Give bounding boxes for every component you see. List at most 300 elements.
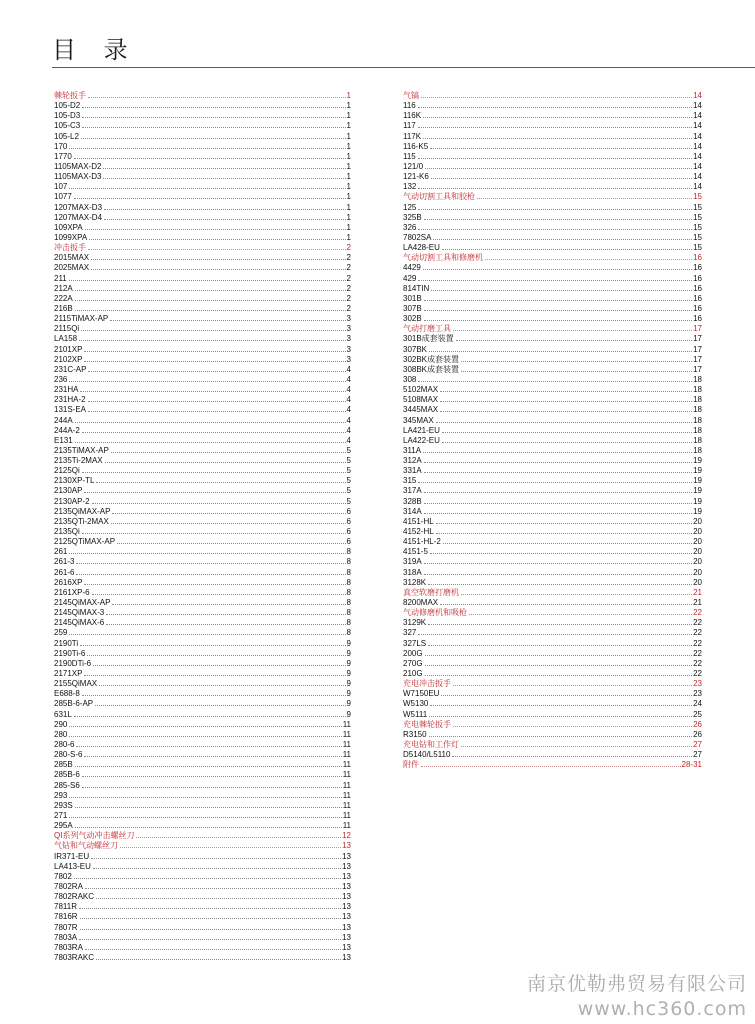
toc-entry-row[interactable] [54, 434, 351, 444]
toc-entry-row[interactable] [54, 211, 351, 221]
toc-entry-row[interactable] [403, 99, 702, 109]
toc-entry-row[interactable] [403, 231, 702, 241]
toc-entry-row[interactable] [403, 667, 702, 677]
toc-entry-label: 1207MAX-D4 [54, 212, 103, 222]
toc-entry-row[interactable] [403, 545, 702, 555]
toc-page-number: 23 [693, 679, 702, 689]
dot-leader [99, 677, 345, 686]
toc-page-number: 13 [342, 841, 351, 851]
toc-section-row[interactable] [403, 738, 702, 748]
toc-entry-row[interactable] [403, 697, 702, 707]
dot-leader [425, 647, 693, 656]
toc-entry-row[interactable] [54, 667, 351, 677]
dot-leader [440, 403, 692, 412]
toc-entry-row[interactable] [54, 414, 351, 424]
toc-entry-label: 302BK成套装置 [403, 354, 460, 364]
toc-entry-row[interactable] [403, 505, 702, 515]
toc-entry-row[interactable] [54, 880, 351, 890]
toc-entry-label: 2115TiMAX-AP [54, 314, 109, 324]
toc-page-number: 13 [342, 922, 351, 932]
toc-page-number: 13 [342, 861, 351, 871]
toc-entry-row[interactable] [403, 464, 702, 474]
toc-entry-row[interactable] [54, 383, 351, 393]
dot-leader [84, 576, 345, 585]
toc-page-number: 9 [346, 648, 351, 658]
toc-entry-row[interactable] [403, 495, 702, 505]
toc-entry-row[interactable] [54, 738, 351, 748]
toc-entry-row[interactable] [403, 708, 702, 718]
toc-entry-label: 261 [54, 547, 68, 557]
dot-leader [424, 505, 692, 514]
watermark-company: 南京优勒弗贸易有限公司 [526, 973, 747, 995]
toc-entry-row[interactable] [54, 697, 351, 707]
toc-entry-row[interactable] [54, 261, 351, 271]
toc-page-number: 15 [693, 202, 702, 212]
toc-entry-row[interactable] [54, 170, 351, 180]
toc-entry-label: 121-K6 [403, 172, 429, 182]
toc-entry-label: 2135QiMAX-AP [54, 506, 111, 516]
toc-section-label: 附件 [403, 760, 419, 770]
toc-entry-row[interactable] [54, 596, 351, 606]
toc-entry-label: 4151-5 [403, 547, 428, 557]
toc-page-number: 8 [346, 618, 351, 628]
dot-leader [85, 221, 346, 230]
toc-page-number: 11 [342, 729, 351, 739]
toc-page-number: 4 [346, 385, 351, 395]
toc-entry-row[interactable] [54, 708, 351, 718]
toc-entry-row[interactable] [403, 211, 702, 221]
toc-entry-row[interactable] [403, 221, 702, 231]
toc-entry-label: 2145QiMAX-3 [54, 608, 105, 618]
toc-entry-row[interactable] [403, 292, 702, 302]
dot-leader [76, 738, 341, 747]
toc-entry-label: 290 [54, 719, 68, 729]
toc-page-number: 4 [346, 374, 351, 384]
toc-entry-row[interactable] [403, 687, 702, 697]
dot-leader [428, 616, 692, 625]
toc-entry-row[interactable] [54, 890, 351, 900]
toc-entry-row[interactable] [54, 779, 351, 789]
toc-page-number: 20 [693, 537, 702, 547]
toc-section-row[interactable] [54, 241, 351, 251]
toc-section-label: 气镐 [403, 91, 419, 100]
toc-entry-label: 4151-HL [403, 516, 434, 526]
toc-entry-row[interactable] [403, 241, 702, 251]
toc-entry-label: 318A [403, 567, 422, 577]
toc-page-number: 14 [693, 141, 702, 151]
toc-entry-row[interactable] [403, 444, 702, 454]
dot-leader [91, 850, 341, 859]
toc-entry-row[interactable] [54, 637, 351, 647]
dot-leader [425, 160, 692, 169]
toc-entry-label: 107 [54, 182, 68, 192]
toc-page-number: 11 [342, 780, 351, 790]
toc-entry-row[interactable] [54, 231, 351, 241]
toc-entry-row[interactable] [54, 718, 351, 728]
toc-entry-row[interactable] [54, 525, 351, 535]
toc-page-number: 12 [342, 831, 351, 841]
toc-section-row[interactable] [54, 839, 351, 849]
toc-entry-row[interactable] [403, 576, 702, 586]
toc-page-number: 2 [346, 303, 351, 313]
toc-entry-label: 216B [54, 303, 73, 313]
dot-leader [431, 170, 692, 179]
toc-section-row[interactable] [403, 718, 702, 728]
toc-entry-row[interactable] [54, 150, 351, 160]
toc-entry-row[interactable] [54, 910, 351, 920]
toc-entry-label: 7803RA [54, 942, 83, 952]
toc-entry-label: 210G [403, 669, 423, 679]
toc-entry-label: 261-3 [54, 557, 75, 567]
dot-leader [452, 748, 692, 757]
toc-page-number: 17 [693, 334, 702, 344]
toc-entry-row[interactable] [403, 484, 702, 494]
toc-page-number: 17 [693, 344, 702, 354]
toc-entry-row[interactable] [54, 292, 351, 302]
toc-entry-row[interactable] [54, 272, 351, 282]
toc-page-number: 17 [693, 324, 702, 334]
toc-entry-row[interactable] [54, 282, 351, 292]
toc-entry-label: 280-S-6 [54, 750, 83, 760]
toc-entry-row[interactable] [403, 130, 702, 140]
toc-entry-row[interactable] [403, 596, 702, 606]
toc-entry-row[interactable] [54, 768, 351, 778]
toc-page-number: 16 [693, 314, 702, 324]
dot-leader [82, 768, 342, 777]
toc-page-number: 1 [346, 151, 351, 161]
toc-column-right [403, 89, 702, 768]
toc-entry-row[interactable] [54, 900, 351, 910]
toc-page-number: 19 [693, 456, 702, 466]
toc-entry-row[interactable] [54, 201, 351, 211]
toc-section-row[interactable] [403, 89, 702, 99]
toc-entry-row[interactable] [54, 941, 351, 951]
toc-entry-label: 109XPA [54, 222, 83, 232]
toc-entry-row[interactable] [403, 383, 702, 393]
dot-leader [461, 363, 692, 372]
toc-entry-row[interactable] [54, 424, 351, 434]
toc-entry-row[interactable] [54, 332, 351, 342]
toc-section-row[interactable] [403, 677, 702, 687]
toc-page-number: 3 [346, 314, 351, 324]
toc-page-number: 8 [346, 587, 351, 597]
dot-leader [442, 241, 692, 250]
toc-page-number: 9 [346, 699, 351, 709]
toc-entry-label: 2015MAX [54, 253, 90, 263]
toc-page-number: 18 [693, 425, 702, 435]
toc-entry-label: 1099XPA [54, 232, 88, 242]
toc-entry-row[interactable] [54, 403, 351, 413]
toc-entry-row[interactable] [54, 860, 351, 870]
toc-entry-row[interactable] [403, 119, 702, 129]
toc-page-number: 13 [342, 881, 351, 891]
toc-page-number: 13 [342, 902, 351, 912]
toc-entry-row[interactable] [54, 535, 351, 545]
toc-entry-row[interactable] [54, 687, 351, 697]
dot-leader [84, 353, 345, 362]
toc-entry-label: 211 [54, 273, 67, 283]
toc-entry-row[interactable] [403, 282, 702, 292]
toc-entry-row[interactable] [54, 505, 351, 515]
toc-entry-row[interactable] [54, 850, 351, 860]
toc-page-number: 8 [346, 567, 351, 577]
toc-entry-row[interactable] [54, 373, 351, 383]
toc-entry-row[interactable] [54, 809, 351, 819]
toc-page-number: 1 [346, 91, 351, 100]
dot-leader [469, 606, 692, 615]
dot-leader [96, 890, 341, 899]
dot-leader [418, 474, 692, 483]
toc-entry-label: 2135QTi-2MAX [54, 516, 109, 526]
toc-entry-label: 2135Ti-2MAX [54, 456, 103, 466]
toc-section-row[interactable] [54, 89, 351, 99]
toc-entry-label: 2145QiMAX-6 [54, 618, 105, 628]
toc-entry-row[interactable] [54, 789, 351, 799]
toc-entry-row[interactable] [403, 160, 702, 170]
dot-leader [424, 312, 692, 321]
toc-page-number: 22 [693, 648, 702, 658]
toc-entry-row[interactable] [54, 647, 351, 657]
dot-leader [443, 535, 692, 544]
title-divider [52, 67, 755, 68]
toc-entry-row[interactable] [403, 140, 702, 150]
toc-entry-row[interactable] [54, 626, 351, 636]
toc-entry-row[interactable] [403, 647, 702, 657]
toc-entry-row[interactable] [54, 353, 351, 363]
toc-entry-row[interactable] [54, 758, 351, 768]
toc-section-row[interactable] [403, 190, 702, 200]
toc-section-row[interactable] [403, 322, 702, 332]
toc-entry-label: 301B [403, 293, 422, 303]
toc-entry-row[interactable] [403, 566, 702, 576]
toc-entry-row[interactable] [403, 353, 702, 363]
dot-leader [428, 637, 692, 646]
toc-entry-row[interactable] [54, 819, 351, 829]
toc-entry-row[interactable] [54, 657, 351, 667]
toc-page-number: 18 [693, 385, 702, 395]
toc-entry-row[interactable] [54, 484, 351, 494]
toc-entry-row[interactable] [54, 474, 351, 484]
toc-entry-row[interactable] [54, 140, 351, 150]
toc-section-row[interactable] [403, 251, 702, 261]
toc-entry-row[interactable] [54, 444, 351, 454]
toc-entry-row[interactable] [403, 170, 702, 180]
toc-entry-row[interactable] [54, 677, 351, 687]
toc-entry-row[interactable] [403, 201, 702, 211]
toc-page-number: 19 [693, 476, 702, 486]
toc-entry-row[interactable] [403, 261, 702, 271]
toc-entry-row[interactable] [403, 424, 702, 434]
toc-entry-row[interactable] [403, 403, 702, 413]
toc-entry-label: LA422-EU [403, 435, 440, 445]
toc-entry-row[interactable] [54, 616, 351, 626]
toc-entry-row[interactable] [54, 180, 351, 190]
toc-entry-row[interactable] [403, 626, 702, 636]
dot-leader [425, 667, 693, 676]
toc-page-number: 18 [693, 405, 702, 415]
toc-entry-row[interactable] [54, 748, 351, 758]
toc-entry-row[interactable] [54, 221, 351, 231]
dot-leader [91, 261, 345, 270]
toc-entry-label: 212A [54, 283, 73, 293]
toc-entry-row[interactable] [54, 119, 351, 129]
dot-leader [82, 424, 346, 433]
watermark-url: www.hc360.com [577, 998, 747, 1020]
dot-leader [429, 728, 693, 737]
toc-entry-row[interactable] [403, 637, 702, 647]
toc-entry-label: 2135Qi [54, 527, 80, 537]
toc-entry-row[interactable] [403, 332, 702, 342]
toc-entry-row[interactable] [403, 343, 702, 353]
toc-entry-row[interactable] [403, 312, 702, 322]
toc-entry-label: 2155QiMAX [54, 679, 98, 689]
toc-entry-label: 4152-HL [403, 527, 434, 537]
toc-entry-row[interactable] [403, 363, 702, 373]
toc-entry-row[interactable] [54, 566, 351, 576]
toc-entry-row[interactable] [403, 302, 702, 312]
toc-entry-row[interactable] [54, 586, 351, 596]
toc-section-row[interactable] [403, 586, 702, 596]
toc-section-row[interactable] [403, 758, 702, 768]
toc-entry-row[interactable] [403, 525, 702, 535]
toc-page-number: 1 [346, 192, 351, 202]
dot-leader [421, 89, 692, 98]
toc-entry-row[interactable] [403, 393, 702, 403]
toc-entry-label: 307BK [403, 344, 428, 354]
toc-entry-row[interactable] [54, 495, 351, 505]
toc-entry-row[interactable] [403, 728, 702, 738]
toc-section-row[interactable] [403, 606, 702, 616]
toc-entry-label: 7802 [54, 871, 72, 881]
page-title: 目 录 [52, 36, 138, 64]
dot-leader [80, 637, 345, 646]
toc-entry-row[interactable] [54, 545, 351, 555]
dot-leader [461, 738, 692, 747]
toc-entry-label: W5111 [403, 709, 428, 719]
toc-entry-label: 244A-2 [54, 425, 80, 435]
toc-entry-row[interactable] [54, 160, 351, 170]
toc-entry-label: 285-S6 [54, 780, 80, 790]
toc-entry-label: 345MAX [403, 415, 434, 425]
dot-leader [82, 119, 345, 128]
dot-leader [95, 697, 345, 706]
toc-entry-row[interactable] [54, 921, 351, 931]
toc-page-number: 20 [693, 557, 702, 567]
toc-entry-label: 105-D2 [54, 101, 81, 111]
dot-leader [80, 910, 342, 919]
toc-page-number: 20 [693, 577, 702, 587]
toc-page-number: 2 [346, 253, 351, 263]
toc-page-number: 14 [693, 182, 702, 192]
toc-entry-row[interactable] [54, 312, 351, 322]
toc-entry-row[interactable] [403, 454, 702, 464]
toc-entry-row[interactable] [54, 363, 351, 373]
toc-entry-row[interactable] [54, 302, 351, 312]
dot-leader [423, 109, 692, 118]
dot-leader [418, 201, 692, 210]
toc-page-number: 5 [346, 476, 351, 486]
dot-leader [424, 454, 692, 463]
dot-leader [75, 799, 342, 808]
toc-entry-row[interactable] [54, 931, 351, 941]
toc-page-number: 13 [342, 942, 351, 952]
toc-entry-label: 3128K [403, 577, 427, 587]
toc-entry-label: 429 [403, 273, 417, 283]
toc-entry-row[interactable] [54, 870, 351, 880]
dot-leader [88, 393, 346, 402]
toc-entry-row[interactable] [54, 799, 351, 809]
dot-leader [461, 586, 692, 595]
toc-entry-row[interactable] [54, 606, 351, 616]
toc-entry-row[interactable] [54, 130, 351, 140]
toc-entry-row[interactable] [403, 515, 702, 525]
dot-leader [424, 555, 692, 564]
toc-entry-row[interactable] [54, 728, 351, 738]
toc-page-number: 15 [693, 192, 702, 202]
toc-page-number: 20 [693, 516, 702, 526]
toc-page-number: 5 [346, 466, 351, 476]
toc-entry-row[interactable] [403, 474, 702, 484]
dot-leader [69, 373, 345, 382]
toc-entry-label: 314A [403, 506, 422, 516]
toc-entry-label: 3129K [403, 618, 427, 628]
dot-leader [424, 292, 692, 301]
toc-entry-row[interactable] [403, 748, 702, 758]
toc-page-number: 25 [693, 709, 702, 719]
toc-entry-label: 2125Qi [54, 466, 80, 476]
toc-section-row[interactable] [54, 829, 351, 839]
toc-entry-row[interactable] [54, 109, 351, 119]
toc-entry-row[interactable] [403, 150, 702, 160]
toc-entry-row[interactable] [54, 515, 351, 525]
toc-entry-row[interactable] [54, 251, 351, 261]
toc-entry-row[interactable] [54, 322, 351, 332]
toc-entry-label: 5108MAX [403, 395, 439, 405]
toc-entry-row[interactable] [403, 272, 702, 282]
dot-leader [82, 525, 346, 534]
toc-entry-row[interactable] [403, 109, 702, 119]
dot-leader [429, 708, 692, 717]
toc-entry-row[interactable] [403, 616, 702, 626]
toc-page-number: 8 [346, 628, 351, 638]
toc-entry-row[interactable] [54, 99, 351, 109]
toc-entry-row[interactable] [54, 555, 351, 565]
dot-leader [69, 545, 345, 554]
toc-page-number: 17 [693, 364, 702, 374]
toc-page-number: 1 [346, 232, 351, 242]
toc-entry-row[interactable] [54, 951, 351, 961]
toc-entry-row[interactable] [54, 393, 351, 403]
toc-entry-row[interactable] [403, 535, 702, 545]
dot-leader [424, 211, 692, 220]
toc-entry-label: 325B [403, 212, 422, 222]
toc-entry-row[interactable] [403, 434, 702, 444]
toc-entry-row[interactable] [54, 454, 351, 464]
toc-entry-row[interactable] [403, 657, 702, 667]
toc-page-number: 19 [693, 486, 702, 496]
toc-entry-row[interactable] [403, 555, 702, 565]
toc-entry-row[interactable] [54, 190, 351, 200]
toc-entry-row[interactable] [54, 343, 351, 353]
toc-entry-row[interactable] [403, 414, 702, 424]
toc-entry-row[interactable] [403, 373, 702, 383]
toc-entry-row[interactable] [54, 464, 351, 474]
toc-page-number: 22 [693, 608, 702, 618]
dot-leader [112, 596, 345, 605]
toc-entry-row[interactable] [54, 576, 351, 586]
dot-leader [453, 677, 692, 686]
toc-entry-row[interactable] [403, 180, 702, 190]
